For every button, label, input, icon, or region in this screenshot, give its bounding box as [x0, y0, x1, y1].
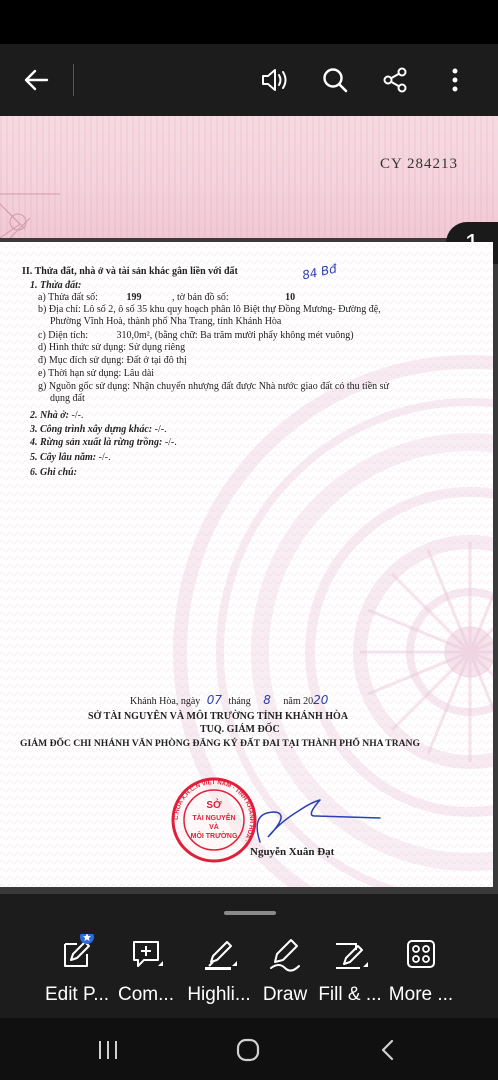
usage-origin-line-1: g) Nguồn gốc sử dụng: Nhận chuyển nhượng đất được Nhà nước giao đất có thu tiền sử — [38, 381, 389, 392]
authority-line-2: TUQ. GIÁM ĐỐC — [200, 724, 280, 735]
search-button[interactable] — [315, 60, 355, 100]
comment-button[interactable] — [107, 934, 185, 1014]
usage-origin-line-2: dụng đất — [50, 393, 85, 404]
home-icon — [235, 1037, 261, 1063]
certificate-cover-page — [0, 116, 498, 238]
stamp-text-1: SỞ — [206, 800, 222, 811]
usage-form-line: d) Hình thức sử dụng: Sử dụng riêng — [38, 342, 186, 353]
share-icon — [381, 66, 409, 94]
decorative-corner-pattern — [0, 184, 60, 238]
address-line-2: Phường Vĩnh Hoà, thành phố Nha Trang, tỉnh Khánh Hòa — [50, 316, 282, 327]
address-line-1: b) Địa chỉ: Lô số 2, ô số 35 khu quy hoạch phân lô Biệt thự Đồng Mương- Đường đệ, — [38, 304, 381, 315]
item2-line: 2. Nhà ở: -/-. — [30, 410, 84, 421]
edit-pdf-button[interactable] — [37, 934, 117, 1014]
highlight-icon — [199, 934, 239, 974]
stamp-ring-text: C.HÒA X.H.C.N VIỆT NAM · TỈNH KHÁNH HÒA · — [173, 779, 255, 843]
share-button[interactable] — [375, 60, 415, 100]
parcel-line: a) Thửa đất số: 199 , tờ bản đồ số: 10 — [38, 292, 296, 303]
authority-line-1: SỞ TÀI NGUYÊN VÀ MÔI TRƯỜNG TỈNH KHÁNH HÒA — [88, 711, 349, 722]
draw-button[interactable] — [256, 934, 314, 1014]
item6-title: 6. Ghi chú: — [30, 467, 77, 478]
more-options-button[interactable] — [435, 60, 475, 100]
back-chevron-icon — [378, 1038, 398, 1062]
authority-line-3: GIÁM ĐỐC CHI NHÁNH VĂN PHÒNG ĐĂNG KÝ ĐẤT ĐAI TẠI THÀNH PHỐ NHA TRANG — [20, 738, 420, 749]
handwritten-note: 84 Bđ — [300, 261, 339, 283]
edit-pdf-icon — [57, 934, 97, 974]
section-title: II. Thửa đất, nhà ở và tài sản khác gắn liền với đất — [22, 266, 238, 277]
usage-purpose-line: đ) Mục đích sử dụng: Đất ở tại đô thị — [38, 355, 187, 366]
item5-line: 5. Cây lâu năm: -/-. — [30, 452, 111, 463]
more-vertical-icon — [450, 66, 460, 94]
tool-label: Draw — [262, 984, 308, 1005]
search-icon — [321, 66, 349, 94]
stamp-text-4: MÔI TRƯỜNG — [190, 833, 238, 840]
signer-name: Nguyễn Xuân Đạt — [250, 846, 335, 858]
back-button[interactable] — [16, 60, 56, 100]
speaker-icon — [259, 66, 289, 94]
fill-sign-button[interactable] — [312, 934, 388, 1014]
certificate-serial: CY 284213 — [379, 156, 458, 172]
draw-icon — [265, 934, 305, 974]
comment-icon — [126, 934, 166, 974]
tool-label: Com... — [118, 984, 174, 1005]
document-viewer[interactable] — [0, 116, 498, 894]
issue-date: Khánh Hòa, ngày 07 tháng 8 năm 2020 — [130, 693, 329, 707]
tool-label: More ... — [388, 984, 454, 1005]
certificate-page — [0, 242, 493, 887]
status-bar — [0, 0, 498, 44]
recents-button[interactable] — [88, 1034, 128, 1066]
tool-label: Highli... — [187, 984, 251, 1005]
sheet-handle[interactable] — [224, 911, 276, 915]
more-tools-icon — [401, 934, 441, 974]
app-bar — [0, 44, 498, 116]
highlight-button[interactable] — [179, 934, 259, 1014]
item3-line: 3. Công trình xây dựng khác: -/-. — [30, 424, 167, 435]
tool-label: Fill & ... — [318, 984, 382, 1005]
read-aloud-button[interactable] — [254, 60, 294, 100]
more-tools-button[interactable] — [382, 934, 460, 1014]
nav-back-button[interactable] — [368, 1034, 408, 1066]
item1-title: 1. Thửa đất: — [30, 280, 82, 291]
system-nav-bar — [0, 1018, 498, 1080]
recents-icon — [96, 1039, 120, 1061]
stamp-text-3: VÀ — [209, 824, 219, 831]
bottom-toolbar — [0, 894, 498, 1018]
fill-sign-icon — [330, 934, 370, 974]
area-line: c) Diện tích: 310,0m², (bằng chữ: Ba trăm mười phẩy không mét vuông) — [38, 330, 354, 341]
app-bar-divider — [73, 64, 74, 96]
tool-label: Edit P... — [44, 984, 110, 1005]
stamp-text-2: TÀI NGUYÊN — [192, 815, 236, 822]
arrow-left-icon — [22, 66, 50, 94]
item4-line: 4. Rừng sản xuất là rừng trồng: -/-. — [30, 437, 177, 448]
usage-term-line: e) Thời hạn sử dụng: Lâu dài — [38, 368, 155, 379]
home-button[interactable] — [228, 1034, 268, 1066]
